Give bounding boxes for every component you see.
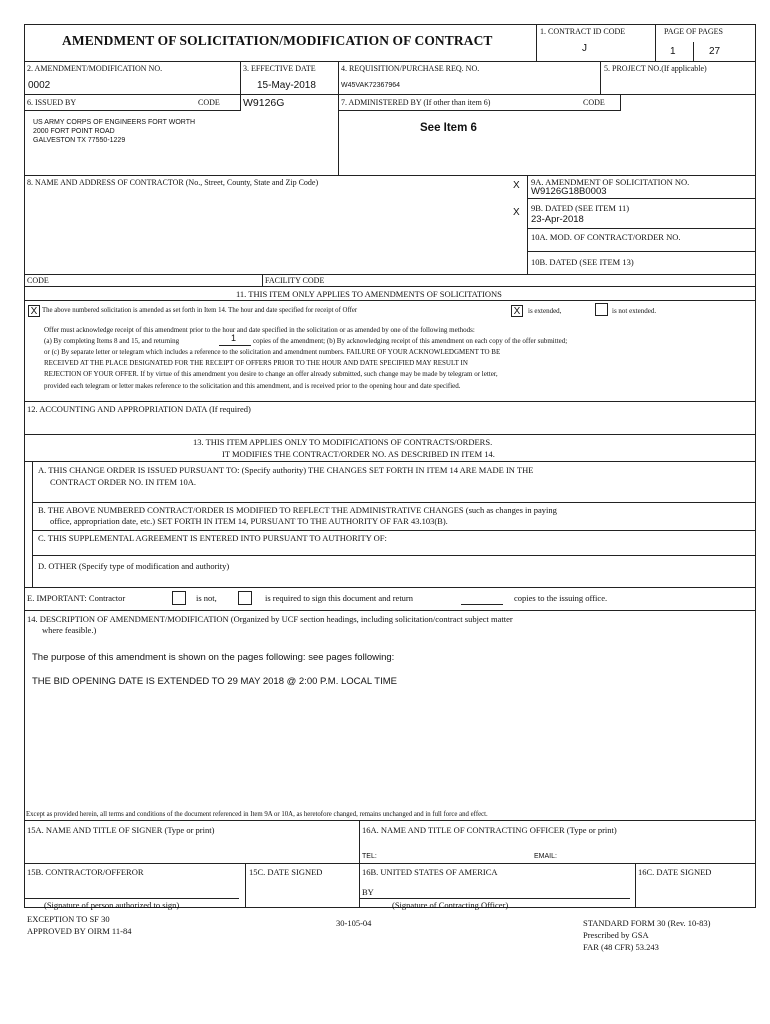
is-not-label: is not, bbox=[196, 593, 217, 603]
footer-far: FAR (48 CFR) 53.243 bbox=[583, 942, 659, 952]
contract-id-label: 1. CONTRACT ID CODE bbox=[540, 27, 626, 36]
item-11-title: 11. THIS ITEM ONLY APPLIES TO AMENDMENTS OF SOLICITATIONS bbox=[236, 289, 502, 299]
issued-by-address-2: 2000 FORT POINT ROAD bbox=[33, 128, 115, 135]
footer-exception: EXCEPTION TO SF 30 bbox=[27, 914, 110, 924]
usa-label: 16B. UNITED STATES OF AMERICA bbox=[362, 867, 498, 877]
contractor-code-label: CODE bbox=[27, 276, 49, 285]
accounting-data-label: 12. ACCOUNTING AND APPROPRIATION DATA (If required) bbox=[27, 404, 251, 414]
item-13-title-2: IT MODIFIES THE CONTRACT/ORDER NO. AS DESCRIBED IN ITEM 14. bbox=[222, 449, 495, 459]
administered-by-label: 7. ADMINISTERED BY (If other than item 6) bbox=[341, 98, 491, 107]
footer-approved: APPROVED BY OIRM 11-84 bbox=[27, 926, 132, 936]
item-13c[interactable]: C. THIS SUPPLEMENTAL AGREEMENT IS ENTERED INTO PURSUANT TO AUTHORITY OF: bbox=[38, 533, 387, 543]
dated-9b-label: 9B. DATED (SEE ITEM 11) bbox=[531, 203, 630, 213]
issued-by-code-field[interactable]: W9126G bbox=[243, 97, 285, 109]
issued-by-address-1: US ARMY CORPS OF ENGINEERS FORT WORTH bbox=[33, 119, 196, 126]
not-extended-label: is not extended. bbox=[612, 307, 657, 315]
item-11-line-2b: copies of the amendment; (b) By acknowledging receipt of this amendment on each copy of the offer submitted; bbox=[253, 337, 568, 345]
item-13-title-1: 13. THIS ITEM APPLIES ONLY TO MODIFICATIONS OF CONTRACTS/ORDERS. bbox=[193, 437, 493, 447]
copies-issuing-label: copies to the issuing office. bbox=[514, 593, 608, 603]
effective-date-label: 3. EFFECTIVE DATE bbox=[243, 64, 316, 73]
contract-id-value[interactable]: J bbox=[582, 43, 587, 54]
is-required-label: is required to sign this document and return bbox=[265, 593, 414, 603]
tel-label: TEL: bbox=[362, 853, 377, 860]
extended-label: is extended, bbox=[528, 307, 562, 315]
footer-standard-form: STANDARD FORM 30 (Rev. 10-83) bbox=[583, 918, 711, 928]
item-13d[interactable]: D. OTHER (Specify type of modification and authority) bbox=[38, 561, 230, 571]
check-9b[interactable]: X bbox=[513, 207, 520, 218]
page-number: 1 bbox=[670, 46, 676, 57]
item-13b-line-2: office, appropriation date, etc.) SET FORTH IN ITEM 14, PURSUANT TO THE AUTHORITY OF FAR 43.103(B). bbox=[50, 516, 448, 526]
description-bid-date[interactable]: THE BID OPENING DATE IS EXTENDED TO 29 MAY 2018 @ 2:00 P.M. LOCAL TIME bbox=[32, 676, 397, 687]
issued-by-code-label: CODE bbox=[198, 98, 220, 107]
form-title: AMENDMENT OF SOLICITATION/MODIFICATION OF CONTRACT bbox=[62, 33, 493, 48]
date-signed-16c-label: 16C. DATE SIGNED bbox=[638, 867, 712, 877]
amended-checkbox[interactable]: X bbox=[28, 305, 40, 317]
mod-contract-no-label: 10A. MOD. OF CONTRACT/ORDER NO. bbox=[531, 232, 681, 242]
effective-date-field[interactable]: 15-May-2018 bbox=[257, 80, 316, 91]
solicitation-no-field[interactable]: W9126G18B0003 bbox=[531, 186, 607, 197]
item-11-line-3: or (c) By separate letter or telegram which includes a reference to the solicitation and amendment numbers. FAILURE OF YOUR ACKNOWLEDGMENT TO BE bbox=[44, 348, 501, 356]
extended-checkbox[interactable]: X bbox=[511, 305, 523, 317]
requisition-label: 4. REQUISITION/PURCHASE REQ. NO. bbox=[341, 64, 480, 73]
not-extended-checkbox[interactable] bbox=[595, 303, 608, 316]
facility-code-label: FACILITY CODE bbox=[265, 276, 325, 285]
solicitation-no-label: 9A. AMENDMENT OF SOLICITATION NO. bbox=[531, 177, 690, 187]
footer-prescribed: Prescribed by GSA bbox=[583, 930, 649, 940]
description-label-1: 14. DESCRIPTION OF AMENDMENT/MODIFICATION (Organized by UCF section headings, including solicitation/contract subject matter bbox=[27, 614, 513, 624]
is-required-checkbox[interactable] bbox=[238, 591, 252, 605]
contractor-label: 8. NAME AND ADDRESS OF CONTRACTOR (No., Street, County, State and Zip Code) bbox=[27, 178, 319, 187]
officer-name-label: 16A. NAME AND TITLE OF CONTRACTING OFFICER (Type or print) bbox=[362, 825, 617, 835]
email-label: EMAIL: bbox=[534, 853, 557, 860]
date-signed-15c-label: 15C. DATE SIGNED bbox=[249, 867, 323, 877]
administered-by-code-label: CODE bbox=[583, 98, 605, 107]
signature-person-label: (Signature of person authorized to sign) bbox=[44, 900, 180, 910]
description-label-2: where feasible.) bbox=[42, 625, 97, 635]
signature-officer-label: (Signature of Contracting Officer) bbox=[392, 900, 509, 910]
footer-form-code: 30-105-04 bbox=[336, 918, 372, 928]
total-pages: 27 bbox=[709, 46, 721, 57]
is-not-checkbox[interactable] bbox=[172, 591, 186, 605]
amended-text: The above numbered solicitation is amended as set forth in Item 14. The hour and date specified for receipt of Offer bbox=[42, 307, 358, 314]
page-of-pages-label: PAGE OF PAGES bbox=[664, 27, 723, 36]
description-purpose[interactable]: The purpose of this amendment is shown on the pages following: see pages following: bbox=[32, 652, 395, 663]
item-13b-line-1[interactable]: B. THE ABOVE NUMBERED CONTRACT/ORDER IS MODIFIED TO REFLECT THE ADMINISTRATIVE CHANGES (such as changes in paying bbox=[38, 505, 557, 515]
issued-by-label: 6. ISSUED BY bbox=[27, 98, 77, 107]
description-footer: Except as provided herein, all terms and conditions of the document referenced in Item 9A or 10A, as heretofore changed, remains unchanged and in full force and effect. bbox=[26, 811, 488, 818]
amendment-no-field[interactable]: 0002 bbox=[28, 80, 51, 91]
item-13a-line-2: CONTRACT ORDER NO. IN ITEM 10A. bbox=[50, 477, 196, 487]
dated-10b-label: 10B. DATED (SEE ITEM 13) bbox=[531, 257, 634, 267]
issued-by-address-3: GALVESTON TX 77550-1229 bbox=[33, 137, 126, 144]
by-label: BY bbox=[362, 887, 374, 897]
copies-count-field[interactable]: 1 bbox=[231, 333, 237, 343]
dated-9b-field[interactable]: 23-Apr-2018 bbox=[531, 214, 584, 225]
item-13a-line-1[interactable]: A. THIS CHANGE ORDER IS ISSUED PURSUANT TO: (Specify authority) THE CHANGES SET FORTH IN ITEM 14 ARE MADE IN THE bbox=[38, 465, 534, 475]
contractor-offeror-label: 15B. CONTRACTOR/OFFEROR bbox=[27, 867, 144, 877]
requisition-field[interactable]: W45VAK72367964 bbox=[341, 82, 401, 89]
item-11-line-2a: (a) By completing Items 8 and 15, and returning bbox=[44, 337, 180, 345]
check-9a[interactable]: X bbox=[513, 180, 520, 191]
item-11-line-5: REJECTION OF YOUR OFFER. If by virtue of this amendment you desire to change an offer already submitted, such change may be made by telegram or letter, bbox=[44, 370, 498, 378]
amendment-no-label: 2. AMENDMENT/MODIFICATION NO. bbox=[27, 64, 163, 73]
item-11-line-6: provided each telegram or letter makes reference to the solicitation and this amendment, and is received prior to the opening hour and date specified. bbox=[44, 382, 461, 390]
important-label: E. IMPORTANT: Contractor bbox=[27, 593, 126, 603]
project-no-label: 5. PROJECT NO.(If applicable) bbox=[604, 64, 707, 73]
administered-by-value[interactable]: See Item 6 bbox=[420, 122, 477, 134]
item-11-line-1: Offer must acknowledge receipt of this amendment prior to the hour and date specified in the solicitation or as amended by one of the following methods: bbox=[44, 326, 475, 334]
signer-name-label: 15A. NAME AND TITLE OF SIGNER (Type or print) bbox=[27, 825, 215, 835]
item-11-line-4: RECEIVED AT THE PLACE DESIGNATED FOR THE RECEIPT OF OFFERS PRIOR TO THE HOUR AND DATE SPECIFIED MAY RESULT IN bbox=[44, 359, 468, 367]
